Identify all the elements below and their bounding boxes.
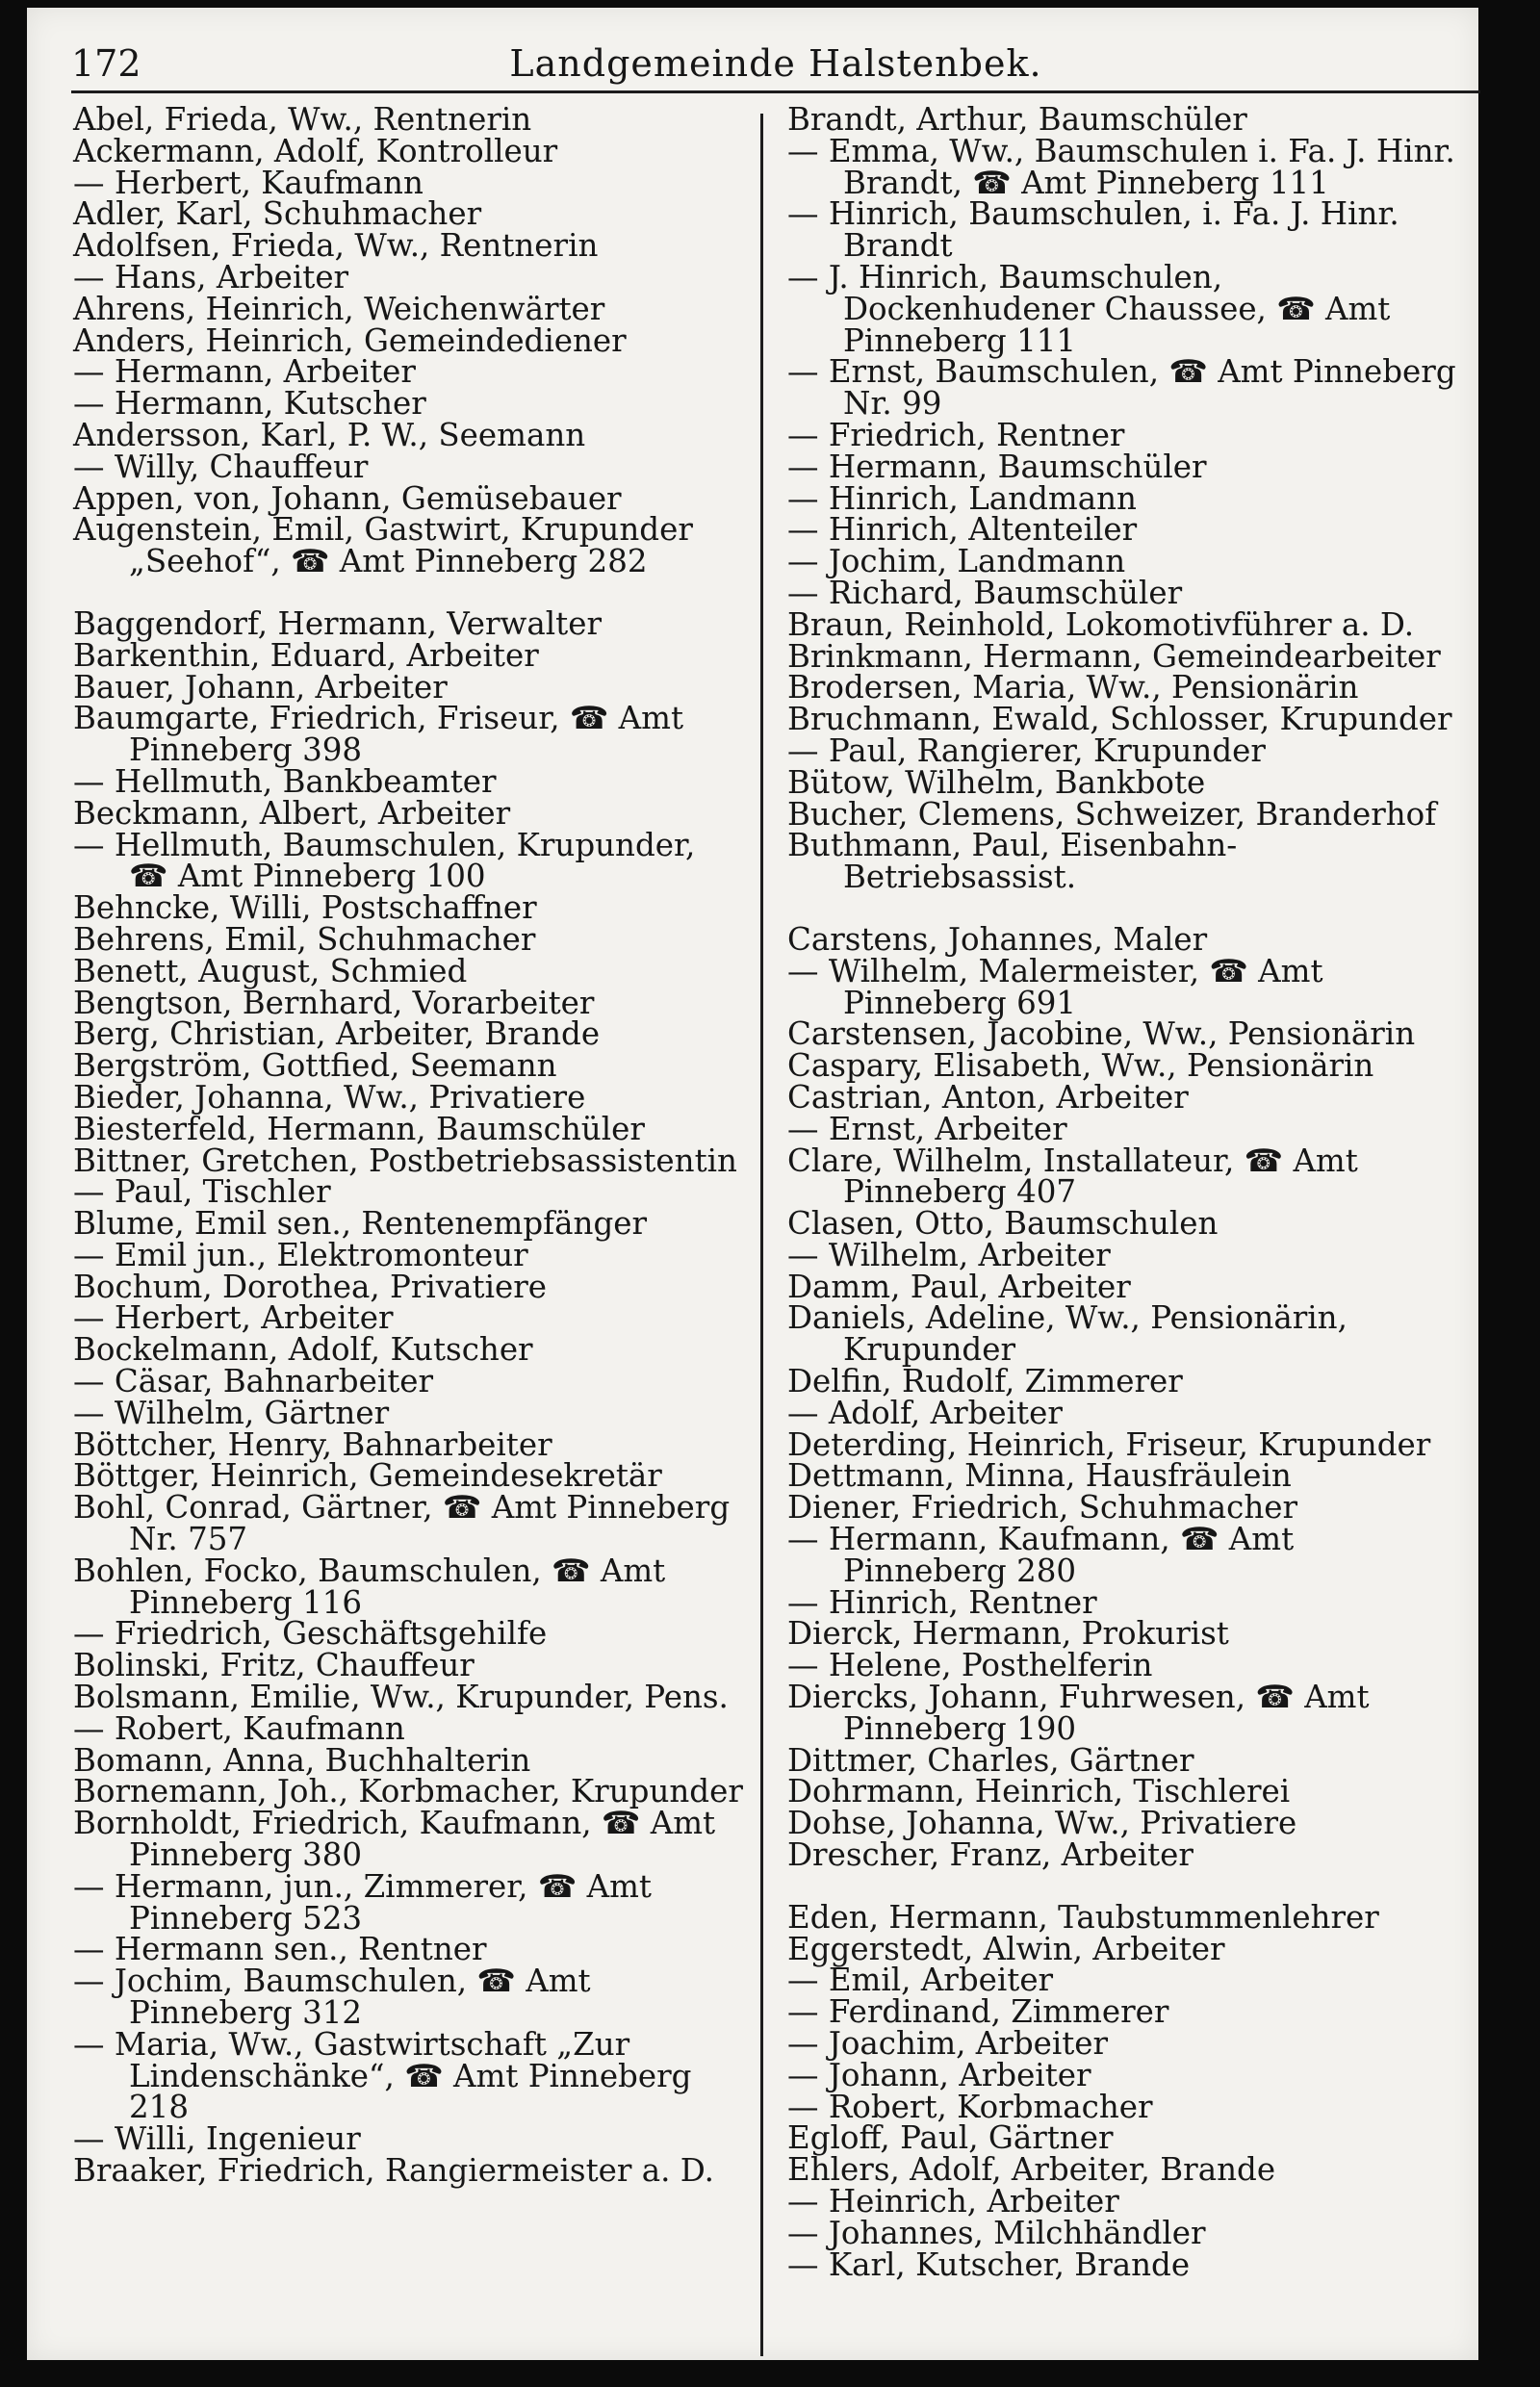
directory-entry: — Paul, Tischler: [73, 1173, 331, 1211]
directory-entry: — Hermann, Baumschüler: [787, 448, 1207, 485]
directory-entry: Benett, August, Schmied: [73, 952, 468, 989]
directory-entry: — Emil jun., Elektromonteur: [73, 1236, 528, 1273]
directory-entry: Baumgarte, Friedrich, Friseur, ☎ Amt Pinneberg 398: [73, 700, 684, 769]
directory-entry: — Wilhelm, Gärtner: [73, 1394, 390, 1431]
directory-entry: Diercks, Johann, Fuhrwesen, ☎ Amt Pinneberg 190: [787, 1679, 1370, 1747]
directory-entry: — Hellmuth, Bankbeamter: [73, 762, 497, 800]
directory-entry: Bohl, Conrad, Gärtner, ☎ Amt Pinneberg Nr. 757: [73, 1489, 731, 1558]
directory-entry: — Hermann, Kutscher: [73, 385, 426, 423]
directory-entry: — Hermann, jun., Zimmerer, ☎ Amt Pinneberg 523: [73, 1867, 652, 1937]
directory-entry: Bornholdt, Friedrich, Kaufmann, ☎ Amt Pinneberg 380: [73, 1805, 716, 1874]
directory-entry: Dohrmann, Heinrich, Tischlerei: [787, 1773, 1291, 1810]
directory-entry: Böttcher, Henry, Bahnarbeiter: [73, 1425, 552, 1463]
column-divider: [760, 114, 763, 2356]
directory-entry: Braaker, Friedrich, Rangiermeister a. D.: [73, 2152, 715, 2189]
directory-entry: Baggendorf, Hermann, Verwalter: [73, 604, 602, 642]
directory-entry: — Emil, Arbeiter: [787, 1962, 1054, 1999]
directory-entry: Adolfsen, Frieda, Ww., Rentnerin: [73, 227, 599, 265]
directory-entry: Eggerstedt, Alwin, Arbeiter: [787, 1930, 1225, 1967]
right-column: [787, 101, 1461, 2283]
directory-entry: Bucher, Clemens, Schweizer, Branderhof: [787, 795, 1437, 833]
directory-entry: — Ernst, Baumschulen, ☎ Amt Pinneberg Nr. 99: [787, 353, 1456, 423]
directory-entry: Beckmann, Albert, Arbeiter: [73, 794, 511, 832]
directory-entry: Ehlers, Adolf, Arbeiter, Brande: [787, 2151, 1276, 2189]
directory-entry: Ahrens, Heinrich, Weichenwärter: [73, 290, 605, 327]
directory-entry: Castrian, Anton, Arbeiter: [787, 1078, 1189, 1116]
directory-entry: — Richard, Baumschüler: [787, 574, 1183, 611]
directory-entry: Blume, Emil sen., Rentenempfänger: [73, 1205, 648, 1243]
directory-entry: — Karl, Kutscher, Brande: [787, 2246, 1191, 2283]
section-gap: [73, 578, 743, 608]
directory-entry: — Herbert, Kaufmann: [73, 164, 424, 201]
directory-entry: — Ferdinand, Zimmerer: [787, 1993, 1169, 2031]
directory-entry: — Hinrich, Landmann: [787, 479, 1137, 517]
directory-entry: Delfin, Rudolf, Zimmerer: [787, 1363, 1183, 1400]
directory-entry: Daniels, Adeline, Ww., Pensionärin, Krupunder: [787, 1299, 1348, 1369]
directory-entry: — Cäsar, Bahnarbeiter: [73, 1363, 434, 1400]
section-gap: [787, 1871, 1461, 1902]
directory-entry: Bütow, Wilhelm, Bankbote: [787, 763, 1206, 801]
directory-entry: Dohse, Johanna, Ww., Privatiere: [787, 1805, 1297, 1842]
directory-entry: Bockelmann, Adolf, Kutscher: [73, 1331, 533, 1369]
directory-entry: Egloff, Paul, Gärtner: [787, 2119, 1114, 2157]
directory-page: [27, 8, 1478, 2360]
directory-entry: Carstens, Johannes, Maler: [787, 920, 1208, 958]
directory-entry: — Friedrich, Geschäftsgehilfe: [73, 1615, 548, 1653]
directory-entry: Biesterfeld, Hermann, Baumschüler: [73, 1110, 645, 1147]
directory-entry: Barkenthin, Eduard, Arbeiter: [73, 636, 539, 674]
directory-entry: Bittner, Gretchen, Postbetriebsassistentin: [73, 1142, 737, 1179]
directory-entry: Brinkmann, Hermann, Gemeindearbeiter: [787, 637, 1441, 675]
directory-entry: — Hinrich, Rentner: [787, 1583, 1097, 1621]
directory-entry: Berg, Christian, Arbeiter, Brande: [73, 1015, 601, 1053]
directory-entry: — Herbert, Arbeiter: [73, 1299, 394, 1337]
directory-entry: — Hermann, Kaufmann, ☎ Amt Pinneberg 280: [787, 1521, 1295, 1589]
directory-entry: — Jochim, Landmann: [787, 543, 1126, 580]
directory-entry: — Heinrich, Arbeiter: [787, 2183, 1119, 2220]
directory-entry: — Johannes, Milchhändler: [787, 2214, 1206, 2251]
directory-entry: Dierck, Hermann, Prokurist: [787, 1615, 1229, 1653]
directory-entry: Bengtson, Bernhard, Vorarbeiter: [73, 984, 595, 1021]
directory-entry: Behrens, Emil, Schuhmacher: [73, 920, 536, 958]
directory-entry: Andersson, Karl, P. W., Seemann: [73, 416, 586, 453]
directory-entry: — Wilhelm, Arbeiter: [787, 1236, 1111, 1273]
directory-entry: — Willy, Chauffeur: [73, 448, 369, 485]
directory-entry: — Joachim, Arbeiter: [787, 2025, 1109, 2063]
directory-entry: Behncke, Willi, Postschaffner: [73, 889, 537, 927]
directory-entry: — Robert, Korbmacher: [787, 2088, 1153, 2125]
directory-entry: Clasen, Otto, Baumschulen: [787, 1205, 1219, 1243]
directory-entry: Buthmann, Paul, Eisenbahn-Betriebsassist.: [787, 827, 1238, 896]
directory-entry: Bohlen, Focko, Baumschulen, ☎ Amt Pinneberg 116: [73, 1552, 666, 1621]
directory-entry: — Hinrich, Baumschulen, i. Fa. J. Hinr. Brandt: [787, 195, 1399, 265]
directory-entry: Bornemann, Joh., Korbmacher, Krupunder: [73, 1773, 743, 1810]
directory-entry: — Hans, Arbeiter: [73, 258, 349, 295]
directory-entry: Brodersen, Maria, Ww., Pensionärin: [787, 669, 1359, 706]
directory-entry: — Jochim, Baumschulen, ☎ Amt Pinneberg 312: [73, 1963, 591, 2032]
directory-entry: Carstensen, Jacobine, Ww., Pensionärin: [787, 1015, 1416, 1053]
directory-entry: Damm, Paul, Arbeiter: [787, 1268, 1131, 1305]
directory-entry: Eden, Hermann, Taubstummenlehrer: [787, 1898, 1379, 1936]
directory-entry: — Johann, Arbeiter: [787, 2056, 1091, 2093]
directory-entry: Brandt, Arthur, Baumschüler: [787, 101, 1247, 138]
directory-entry: Bomann, Anna, Buchhalterin: [73, 1741, 531, 1779]
left-column: [73, 101, 743, 2189]
directory-entry: — Emma, Ww., Baumschulen i. Fa. J. Hinr. Brandt, ☎ Amt Pinneberg 111: [787, 132, 1455, 201]
directory-entry: Bauer, Johann, Arbeiter: [73, 668, 448, 706]
directory-entry: — Helene, Posthelferin: [787, 1647, 1153, 1684]
directory-entry: Drescher, Franz, Arbeiter: [787, 1836, 1194, 1874]
directory-entry: Bergström, Gottfied, Seemann: [73, 1047, 557, 1085]
directory-entry: — Ernst, Arbeiter: [787, 1110, 1067, 1147]
directory-entry: Dittmer, Charles, Gärtner: [787, 1741, 1194, 1779]
directory-entry: — Paul, Rangierer, Krupunder: [787, 732, 1266, 769]
directory-entry: Bochum, Dorothea, Privatiere: [73, 1268, 547, 1305]
directory-entry: — Hermann sen., Rentner: [73, 1931, 487, 1968]
page-title: Landgemeinde Halstenbek.: [509, 42, 1042, 85]
directory-entry: — Robert, Kaufmann: [73, 1709, 405, 1747]
directory-entry: Diener, Friedrich, Schuhmacher: [787, 1489, 1298, 1527]
directory-entry: Braun, Reinhold, Lokomotivführer a. D.: [787, 605, 1415, 643]
directory-entry: — Friedrich, Rentner: [787, 416, 1125, 453]
page-number: 172: [71, 42, 141, 85]
header-rule: [71, 90, 1480, 93]
directory-entry: Dettmann, Minna, Hausfräulein: [787, 1457, 1292, 1495]
page-header: [71, 37, 1480, 90]
directory-entry: Caspary, Elisabeth, Ww., Pensionärin: [787, 1047, 1374, 1085]
directory-entry: Bruchmann, Ewald, Schlosser, Krupunder: [787, 701, 1452, 738]
directory-entry: — Adolf, Arbeiter: [787, 1394, 1063, 1431]
directory-entry: — Wilhelm, Malermeister, ☎ Amt Pinneberg 691: [787, 952, 1323, 1021]
directory-entry: Appen, von, Johann, Gemüsebauer: [73, 479, 622, 517]
directory-entry: — Hinrich, Altenteiler: [787, 511, 1138, 549]
directory-entry: Bolinski, Fritz, Chauffeur: [73, 1647, 475, 1684]
directory-entry: — Hellmuth, Baumschulen, Krupunder, ☎ Amt Pinneberg 100: [73, 826, 696, 895]
directory-entry: — Hermann, Arbeiter: [73, 353, 416, 391]
directory-entry: Bieder, Johanna, Ww., Privatiere: [73, 1078, 586, 1116]
directory-entry: Ackermann, Adolf, Kontrolleur: [73, 132, 558, 169]
section-gap: [787, 893, 1461, 924]
directory-entry: Deterding, Heinrich, Friseur, Krupunder: [787, 1425, 1431, 1463]
directory-entry: Abel, Frieda, Ww., Rentnerin: [73, 101, 532, 138]
directory-entry: Böttger, Heinrich, Gemeindesekretär: [73, 1457, 662, 1495]
directory-entry: — Maria, Ww., Gastwirtschaft „Zur Lindenschänke“, ☎ Amt Pinneberg 218: [73, 2025, 692, 2126]
directory-entry: Bolsmann, Emilie, Ww., Krupunder, Pens.: [73, 1679, 729, 1716]
directory-entry: Anders, Heinrich, Gemeindediener: [73, 321, 627, 359]
directory-entry: — J. Hinrich, Baumschulen, Dockenhudener Chaussee, ☎ Amt Pinneberg 111: [787, 258, 1391, 359]
directory-entry: — Willi, Ingenieur: [73, 2120, 361, 2158]
directory-entry: Augenstein, Emil, Gastwirt, Krupunder „Seehof“, ☎ Amt Pinneberg 282: [73, 511, 693, 580]
directory-entry: Clare, Wilhelm, Installateur, ☎ Amt Pinneberg 407: [787, 1142, 1358, 1211]
directory-entry: Adler, Karl, Schuhmacher: [73, 195, 482, 233]
